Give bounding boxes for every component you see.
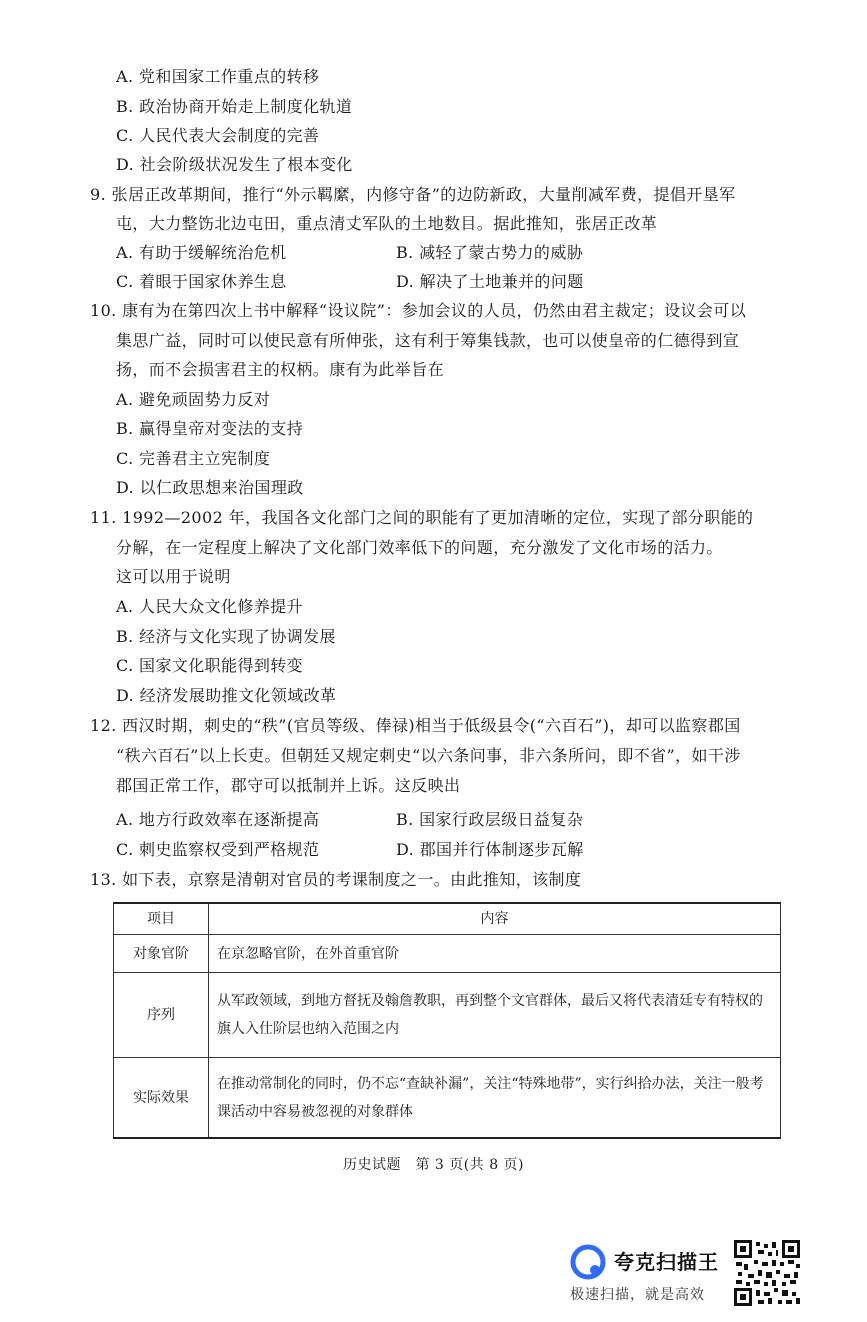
q11-option-d: D. 经济发展助推文化领域改革 (116, 686, 337, 705)
q11-stem-line2: 分解，在一定程度上解决了文化部门效率低下的问题，充分激发了文化市场的活力。 (116, 538, 723, 557)
q9-option-b: B. 减轻了蒙古势力的威胁 (396, 243, 584, 262)
q11-stem-line3: 这可以用于说明 (116, 567, 231, 586)
q8-option-b: B. 政治协商开始走上制度化轨道 (116, 97, 353, 116)
q9-stem-line2: 屯，大力整饬北边屯田，重点清丈军队的土地数目。据此推知，张居正改革 (116, 214, 658, 233)
q10-option-c: C. 完善君主立宪制度 (116, 449, 271, 468)
qr-code-icon (734, 1240, 800, 1306)
table-cell-content: 在推动常制化的同时，仍不忘“查缺补漏”，关注“特殊地带”，实行纠拾办法，关注一般考课活动中容易被忽视的对象群体 (209, 1058, 781, 1139)
q8-option-d: D. 社会阶级状况发生了根本变化 (116, 155, 353, 174)
brand-slogan: 极速扫描，就是高效 (570, 1287, 705, 1303)
q9-stem-line1: 9. 张居正改革期间，推行“外示羁縻，内修守备”的边防新政，大量削减军费，提倡开垦军 (90, 185, 736, 204)
q11-option-c: C. 国家文化职能得到转变 (116, 656, 304, 675)
q9-option-d: D. 解决了土地兼并的问题 (396, 272, 584, 291)
q10-option-b: B. 赢得皇帝对变法的支持 (116, 419, 304, 438)
quark-logo-icon (570, 1244, 606, 1280)
q11-option-b: B. 经济与文化实现了协调发展 (116, 627, 336, 646)
q8-option-a: A. 党和国家工作重点的转移 (116, 67, 320, 86)
table-cell-content: 从军政领域，到地方督抚及翰詹教职，再到整个文官群体，最后又将代表清廷专有特权的旗人入仕阶层也纳入范围之内 (209, 973, 781, 1058)
table-row (114, 1058, 781, 1139)
q9-option-c: C. 着眼于国家休养生息 (116, 272, 287, 291)
table-cell-item: 序列 (114, 973, 209, 1058)
scanner-watermark (570, 1240, 730, 1303)
table-header-content: 内容 (209, 903, 781, 935)
q11-stem-line1: 11. 1992—2002 年，我国各文化部门之间的职能有了更加清晰的定位，实现了部分职能的 (90, 508, 754, 527)
q12-option-a: A. 地方行政效率在逐渐提高 (116, 810, 320, 829)
q11-option-a: A. 人民大众文化修养提升 (116, 597, 303, 616)
q12-stem-line3: 郡国正常工作，郡守可以抵制并上诉。这反映出 (116, 776, 461, 795)
table-row (114, 973, 781, 1058)
table-cell-content: 在京忽略官阶，在外首重官阶 (209, 935, 781, 973)
table-cell-item: 实际效果 (114, 1058, 209, 1139)
table-row (114, 935, 781, 973)
q13-stem-line1: 13. 如下表，京察是清朝对官员的考课制度之一。由此推知，该制度 (90, 870, 582, 889)
q10-stem-line3: 扬，而不会损害君主的权柄。康有为此举旨在 (116, 360, 445, 379)
q12-stem-line1: 12. 西汉时期，刺史的“秩”(官员等级、俸禄)相当于低级县令(“六百石”)，却可以监察郡国 (90, 716, 741, 735)
q10-stem-line1: 10. 康有为在第四次上书中解释“设议院”：参加会议的人员，仍然由君主裁定；设议会可以 (90, 301, 747, 320)
q9-option-a: A. 有助于缓解统治危机 (116, 243, 287, 262)
q10-option-a: A. 避免顽固势力反对 (116, 390, 271, 409)
table-cell-item: 对象官阶 (114, 935, 209, 973)
jingcha-table (113, 902, 781, 1139)
table-header-item: 项目 (114, 903, 209, 935)
q12-option-d: D. 郡国并行体制逐步瓦解 (396, 840, 584, 859)
q12-stem-line2: “秩六百石”以上长吏。但朝廷又规定刺史“以六条问事，非六条所问，即不省”，如干涉 (116, 746, 741, 765)
q10-stem-line2: 集思广益，同时可以使民意有所伸张，这有利于筹集钱款，也可以使皇帝的仁德得到宣 (116, 331, 740, 350)
q8-option-c: C. 人民代表大会制度的完善 (116, 126, 320, 145)
table-header-row (114, 903, 781, 935)
brand-name: 夸克扫描王 (614, 1250, 719, 1274)
page-footer: 历史试题 第 3 页(共 8 页) (342, 1157, 525, 1173)
q12-option-c: C. 刺史监察权受到严格规范 (116, 840, 320, 859)
q12-option-b: B. 国家行政层级日益复杂 (396, 810, 584, 829)
q10-option-d: D. 以仁政思想来治国理政 (116, 478, 304, 497)
